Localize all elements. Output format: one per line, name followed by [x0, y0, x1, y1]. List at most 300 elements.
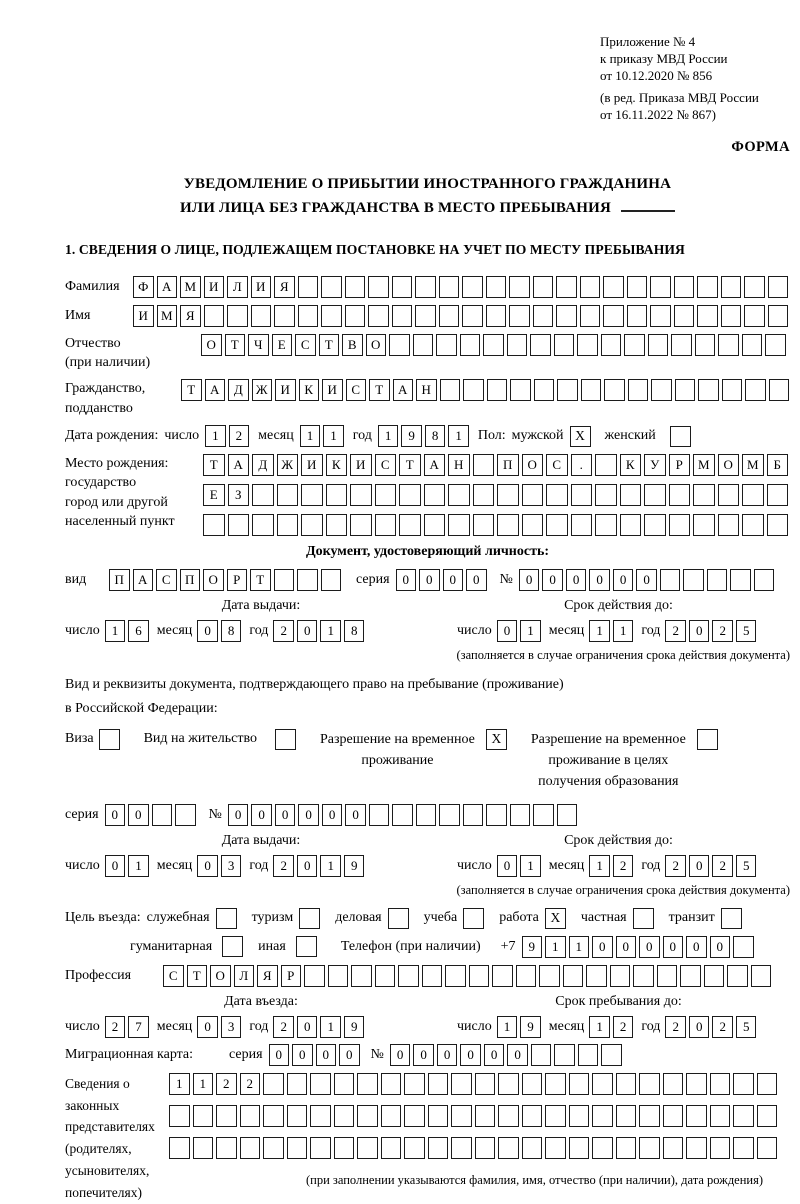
char-cell[interactable]	[545, 1137, 566, 1159]
char-cell[interactable]	[416, 804, 437, 826]
char-cell[interactable]	[263, 1137, 284, 1159]
char-cell[interactable]	[627, 276, 648, 298]
char-cell[interactable]: Р	[227, 569, 248, 591]
char-cell[interactable]	[304, 965, 325, 987]
private-checkbox[interactable]	[633, 908, 654, 929]
char-cell[interactable]	[357, 1073, 378, 1095]
char-cell[interactable]	[277, 514, 299, 536]
residence-permit-checkbox[interactable]	[275, 729, 296, 750]
char-cell[interactable]	[298, 305, 319, 327]
char-cell[interactable]	[581, 379, 602, 401]
char-cell[interactable]	[522, 1073, 543, 1095]
char-cell[interactable]: И	[251, 276, 272, 298]
char-cell[interactable]: 1	[105, 620, 126, 642]
char-cell[interactable]	[620, 484, 642, 506]
char-cell[interactable]	[345, 305, 366, 327]
char-cell[interactable]	[399, 514, 421, 536]
char-cell[interactable]: 2	[613, 1016, 634, 1038]
char-cell[interactable]	[603, 276, 624, 298]
char-cell[interactable]: 0	[105, 804, 126, 826]
char-cell[interactable]: И	[322, 379, 343, 401]
char-cell[interactable]	[462, 305, 483, 327]
char-cell[interactable]: 7	[128, 1016, 149, 1038]
char-cell[interactable]	[686, 1105, 707, 1127]
char-cell[interactable]: 0	[460, 1044, 481, 1066]
char-cell[interactable]: И	[133, 305, 154, 327]
visa-checkbox[interactable]	[99, 729, 120, 750]
char-cell[interactable]	[744, 305, 765, 327]
char-cell[interactable]	[510, 379, 531, 401]
char-cell[interactable]	[546, 484, 568, 506]
char-cell[interactable]: Д	[228, 379, 249, 401]
char-cell[interactable]	[742, 514, 764, 536]
char-cell[interactable]	[509, 276, 530, 298]
char-cell[interactable]	[533, 804, 554, 826]
char-cell[interactable]	[710, 1137, 731, 1159]
char-cell[interactable]: 2	[105, 1016, 126, 1038]
char-cell[interactable]: 0	[639, 936, 660, 958]
char-cell[interactable]	[404, 1105, 425, 1127]
char-cell[interactable]	[693, 514, 715, 536]
char-cell[interactable]	[522, 1137, 543, 1159]
char-cell[interactable]: 0	[197, 620, 218, 642]
char-cell[interactable]: Н	[416, 379, 437, 401]
char-cell[interactable]	[381, 1137, 402, 1159]
char-cell[interactable]: 8	[425, 425, 446, 447]
char-cell[interactable]	[578, 1044, 599, 1066]
char-cell[interactable]	[350, 484, 372, 506]
char-cell[interactable]: С	[546, 454, 568, 476]
char-cell[interactable]: 1	[520, 855, 541, 877]
female-checkbox[interactable]	[670, 426, 691, 447]
char-cell[interactable]	[603, 305, 624, 327]
char-cell[interactable]	[193, 1105, 214, 1127]
char-cell[interactable]	[428, 1137, 449, 1159]
char-cell[interactable]	[744, 276, 765, 298]
char-cell[interactable]	[483, 334, 504, 356]
char-cell[interactable]: 0	[228, 804, 249, 826]
char-cell[interactable]: 0	[275, 804, 296, 826]
char-cell[interactable]: 0	[297, 620, 318, 642]
char-cell[interactable]	[216, 1137, 237, 1159]
char-cell[interactable]: 0	[197, 855, 218, 877]
char-cell[interactable]: 1	[193, 1073, 214, 1095]
char-cell[interactable]	[522, 514, 544, 536]
char-cell[interactable]	[569, 1137, 590, 1159]
char-cell[interactable]: 2	[273, 620, 294, 642]
char-cell[interactable]: Т	[225, 334, 246, 356]
char-cell[interactable]	[415, 305, 436, 327]
char-cell[interactable]	[498, 1137, 519, 1159]
char-cell[interactable]	[539, 965, 560, 987]
char-cell[interactable]	[287, 1137, 308, 1159]
char-cell[interactable]	[175, 804, 196, 826]
char-cell[interactable]	[595, 454, 617, 476]
char-cell[interactable]	[415, 276, 436, 298]
char-cell[interactable]: Л	[227, 276, 248, 298]
char-cell[interactable]	[742, 334, 763, 356]
char-cell[interactable]: 0	[710, 936, 731, 958]
char-cell[interactable]: Т	[399, 454, 421, 476]
char-cell[interactable]: 2	[712, 1016, 733, 1038]
tourism-checkbox[interactable]	[299, 908, 320, 929]
char-cell[interactable]	[216, 1105, 237, 1127]
char-cell[interactable]	[586, 965, 607, 987]
char-cell[interactable]	[698, 379, 719, 401]
char-cell[interactable]: 0	[269, 1044, 290, 1066]
char-cell[interactable]: 1	[205, 425, 226, 447]
char-cell[interactable]	[227, 305, 248, 327]
char-cell[interactable]	[310, 1137, 331, 1159]
char-cell[interactable]: Я	[274, 276, 295, 298]
char-cell[interactable]	[644, 514, 666, 536]
char-cell[interactable]: 1	[300, 425, 321, 447]
char-cell[interactable]	[695, 334, 716, 356]
char-cell[interactable]	[693, 484, 715, 506]
char-cell[interactable]	[277, 484, 299, 506]
char-cell[interactable]: М	[693, 454, 715, 476]
char-cell[interactable]: С	[156, 569, 177, 591]
char-cell[interactable]	[392, 804, 413, 826]
char-cell[interactable]: Ж	[277, 454, 299, 476]
char-cell[interactable]: 0	[316, 1044, 337, 1066]
char-cell[interactable]	[475, 1073, 496, 1095]
char-cell[interactable]	[448, 484, 470, 506]
char-cell[interactable]	[463, 379, 484, 401]
char-cell[interactable]	[628, 379, 649, 401]
char-cell[interactable]	[534, 379, 555, 401]
char-cell[interactable]	[445, 965, 466, 987]
char-cell[interactable]	[497, 514, 519, 536]
char-cell[interactable]: И	[301, 454, 323, 476]
char-cell[interactable]	[671, 334, 692, 356]
char-cell[interactable]	[357, 1105, 378, 1127]
char-cell[interactable]: А	[205, 379, 226, 401]
char-cell[interactable]: С	[375, 454, 397, 476]
char-cell[interactable]: 0	[128, 804, 149, 826]
char-cell[interactable]	[571, 484, 593, 506]
char-cell[interactable]	[674, 276, 695, 298]
char-cell[interactable]	[252, 514, 274, 536]
char-cell[interactable]	[252, 484, 274, 506]
char-cell[interactable]	[334, 1073, 355, 1095]
char-cell[interactable]: С	[163, 965, 184, 987]
char-cell[interactable]: Ф	[133, 276, 154, 298]
char-cell[interactable]: 5	[736, 1016, 757, 1038]
char-cell[interactable]: 5	[736, 855, 757, 877]
char-cell[interactable]	[757, 1073, 778, 1095]
char-cell[interactable]: 0	[497, 620, 518, 642]
char-cell[interactable]: 0	[589, 569, 610, 591]
char-cell[interactable]	[375, 965, 396, 987]
char-cell[interactable]	[765, 334, 786, 356]
char-cell[interactable]: 2	[665, 1016, 686, 1038]
char-cell[interactable]: 0	[437, 1044, 458, 1066]
char-cell[interactable]: Е	[272, 334, 293, 356]
char-cell[interactable]	[297, 569, 318, 591]
char-cell[interactable]: Т	[181, 379, 202, 401]
char-cell[interactable]	[592, 1105, 613, 1127]
char-cell[interactable]	[310, 1073, 331, 1095]
char-cell[interactable]	[404, 1073, 425, 1095]
char-cell[interactable]: 0	[613, 569, 634, 591]
char-cell[interactable]	[287, 1105, 308, 1127]
char-cell[interactable]: 8	[221, 620, 242, 642]
char-cell[interactable]: 0	[419, 569, 440, 591]
char-cell[interactable]: 0	[663, 936, 684, 958]
char-cell[interactable]: 2	[240, 1073, 261, 1095]
char-cell[interactable]: П	[109, 569, 130, 591]
char-cell[interactable]	[301, 484, 323, 506]
char-cell[interactable]	[674, 305, 695, 327]
char-cell[interactable]	[757, 1137, 778, 1159]
char-cell[interactable]	[451, 1073, 472, 1095]
char-cell[interactable]: К	[326, 454, 348, 476]
char-cell[interactable]	[639, 1105, 660, 1127]
char-cell[interactable]	[556, 276, 577, 298]
char-cell[interactable]	[204, 305, 225, 327]
char-cell[interactable]: 0	[251, 804, 272, 826]
char-cell[interactable]: С	[346, 379, 367, 401]
char-cell[interactable]	[392, 276, 413, 298]
char-cell[interactable]: 0	[686, 936, 707, 958]
char-cell[interactable]	[545, 1073, 566, 1095]
char-cell[interactable]	[298, 276, 319, 298]
char-cell[interactable]	[321, 569, 342, 591]
char-cell[interactable]	[650, 276, 671, 298]
char-cell[interactable]	[721, 305, 742, 327]
char-cell[interactable]	[533, 305, 554, 327]
char-cell[interactable]	[751, 965, 772, 987]
char-cell[interactable]: Л	[234, 965, 255, 987]
char-cell[interactable]: 0	[345, 804, 366, 826]
char-cell[interactable]: 1	[520, 620, 541, 642]
study-checkbox[interactable]	[463, 908, 484, 929]
char-cell[interactable]	[326, 514, 348, 536]
char-cell[interactable]	[604, 379, 625, 401]
char-cell[interactable]: 9	[401, 425, 422, 447]
char-cell[interactable]	[321, 276, 342, 298]
male-checkbox[interactable]: X	[570, 426, 591, 447]
char-cell[interactable]	[451, 1105, 472, 1127]
char-cell[interactable]: 1	[320, 855, 341, 877]
char-cell[interactable]	[627, 305, 648, 327]
char-cell[interactable]: Т	[369, 379, 390, 401]
char-cell[interactable]	[351, 965, 372, 987]
char-cell[interactable]: Ж	[252, 379, 273, 401]
char-cell[interactable]	[563, 965, 584, 987]
work-checkbox[interactable]: X	[545, 908, 566, 929]
char-cell[interactable]	[203, 514, 225, 536]
char-cell[interactable]: М	[157, 305, 178, 327]
char-cell[interactable]	[733, 936, 754, 958]
char-cell[interactable]	[487, 379, 508, 401]
char-cell[interactable]: 0	[542, 569, 563, 591]
char-cell[interactable]	[398, 965, 419, 987]
char-cell[interactable]: 2	[665, 855, 686, 877]
char-cell[interactable]: 2	[712, 620, 733, 642]
char-cell[interactable]: Ч	[248, 334, 269, 356]
char-cell[interactable]	[392, 305, 413, 327]
char-cell[interactable]	[727, 965, 748, 987]
char-cell[interactable]: 0	[322, 804, 343, 826]
char-cell[interactable]: Т	[250, 569, 271, 591]
char-cell[interactable]	[492, 965, 513, 987]
char-cell[interactable]	[422, 965, 443, 987]
char-cell[interactable]	[554, 334, 575, 356]
char-cell[interactable]: 8	[344, 620, 365, 642]
char-cell[interactable]: П	[497, 454, 519, 476]
char-cell[interactable]: 0	[689, 1016, 710, 1038]
char-cell[interactable]: Я	[180, 305, 201, 327]
char-cell[interactable]: 2	[613, 855, 634, 877]
char-cell[interactable]: 2	[712, 855, 733, 877]
char-cell[interactable]	[610, 965, 631, 987]
char-cell[interactable]	[321, 305, 342, 327]
char-cell[interactable]	[697, 305, 718, 327]
char-cell[interactable]: 2	[273, 1016, 294, 1038]
char-cell[interactable]	[620, 514, 642, 536]
char-cell[interactable]	[569, 1073, 590, 1095]
char-cell[interactable]: А	[133, 569, 154, 591]
char-cell[interactable]: Я	[257, 965, 278, 987]
char-cell[interactable]	[428, 1105, 449, 1127]
char-cell[interactable]	[769, 379, 790, 401]
char-cell[interactable]	[730, 569, 751, 591]
char-cell[interactable]	[557, 379, 578, 401]
char-cell[interactable]	[439, 276, 460, 298]
char-cell[interactable]	[616, 1137, 637, 1159]
char-cell[interactable]	[424, 514, 446, 536]
char-cell[interactable]: 9	[344, 1016, 365, 1038]
char-cell[interactable]	[718, 334, 739, 356]
char-cell[interactable]: 0	[689, 855, 710, 877]
char-cell[interactable]: 9	[344, 855, 365, 877]
char-cell[interactable]	[683, 569, 704, 591]
char-cell[interactable]	[651, 379, 672, 401]
char-cell[interactable]	[368, 276, 389, 298]
char-cell[interactable]	[274, 305, 295, 327]
char-cell[interactable]: .	[571, 454, 593, 476]
char-cell[interactable]	[375, 484, 397, 506]
char-cell[interactable]: 0	[484, 1044, 505, 1066]
char-cell[interactable]: 9	[522, 936, 543, 958]
char-cell[interactable]	[310, 1105, 331, 1127]
business-checkbox[interactable]	[388, 908, 409, 929]
char-cell[interactable]	[404, 1137, 425, 1159]
char-cell[interactable]: 1	[448, 425, 469, 447]
char-cell[interactable]	[301, 514, 323, 536]
char-cell[interactable]	[733, 1073, 754, 1095]
other-checkbox[interactable]	[296, 936, 317, 957]
char-cell[interactable]: 1	[589, 855, 610, 877]
char-cell[interactable]	[757, 1105, 778, 1127]
char-cell[interactable]	[592, 1073, 613, 1095]
char-cell[interactable]	[686, 1073, 707, 1095]
char-cell[interactable]: 2	[229, 425, 250, 447]
char-cell[interactable]	[473, 484, 495, 506]
char-cell[interactable]	[767, 484, 789, 506]
char-cell[interactable]	[439, 804, 460, 826]
char-cell[interactable]: И	[275, 379, 296, 401]
char-cell[interactable]: 0	[298, 804, 319, 826]
char-cell[interactable]: 0	[339, 1044, 360, 1066]
char-cell[interactable]	[722, 379, 743, 401]
char-cell[interactable]	[742, 484, 764, 506]
char-cell[interactable]: 0	[390, 1044, 411, 1066]
char-cell[interactable]	[287, 1073, 308, 1095]
char-cell[interactable]: Р	[669, 454, 691, 476]
char-cell[interactable]: А	[393, 379, 414, 401]
char-cell[interactable]: М	[180, 276, 201, 298]
char-cell[interactable]	[475, 1137, 496, 1159]
char-cell[interactable]: З	[228, 484, 250, 506]
char-cell[interactable]	[169, 1105, 190, 1127]
char-cell[interactable]	[556, 305, 577, 327]
char-cell[interactable]	[571, 514, 593, 536]
char-cell[interactable]: Т	[319, 334, 340, 356]
char-cell[interactable]	[633, 965, 654, 987]
char-cell[interactable]	[545, 1105, 566, 1127]
char-cell[interactable]	[451, 1137, 472, 1159]
char-cell[interactable]	[475, 1105, 496, 1127]
char-cell[interactable]: 3	[221, 1016, 242, 1038]
char-cell[interactable]	[580, 276, 601, 298]
char-cell[interactable]	[657, 965, 678, 987]
char-cell[interactable]	[357, 1137, 378, 1159]
char-cell[interactable]	[663, 1105, 684, 1127]
char-cell[interactable]	[326, 484, 348, 506]
char-cell[interactable]: 0	[616, 936, 637, 958]
char-cell[interactable]	[169, 1137, 190, 1159]
char-cell[interactable]: 1	[378, 425, 399, 447]
char-cell[interactable]	[745, 379, 766, 401]
char-cell[interactable]	[486, 305, 507, 327]
char-cell[interactable]: 0	[443, 569, 464, 591]
char-cell[interactable]	[650, 305, 671, 327]
char-cell[interactable]	[516, 965, 537, 987]
official-checkbox[interactable]	[216, 908, 237, 929]
char-cell[interactable]	[595, 514, 617, 536]
char-cell[interactable]	[733, 1105, 754, 1127]
transit-checkbox[interactable]	[721, 908, 742, 929]
char-cell[interactable]	[486, 276, 507, 298]
char-cell[interactable]	[718, 514, 740, 536]
char-cell[interactable]	[704, 965, 725, 987]
char-cell[interactable]	[557, 804, 578, 826]
char-cell[interactable]	[473, 454, 495, 476]
char-cell[interactable]	[669, 514, 691, 536]
char-cell[interactable]	[595, 484, 617, 506]
char-cell[interactable]: И	[350, 454, 372, 476]
char-cell[interactable]	[436, 334, 457, 356]
char-cell[interactable]: 1	[589, 1016, 610, 1038]
char-cell[interactable]	[577, 334, 598, 356]
char-cell[interactable]: 0	[297, 855, 318, 877]
char-cell[interactable]	[768, 305, 789, 327]
char-cell[interactable]: 0	[689, 620, 710, 642]
char-cell[interactable]: 3	[221, 855, 242, 877]
char-cell[interactable]: 0	[566, 569, 587, 591]
char-cell[interactable]	[522, 484, 544, 506]
char-cell[interactable]: 0	[197, 1016, 218, 1038]
char-cell[interactable]	[439, 305, 460, 327]
char-cell[interactable]	[381, 1105, 402, 1127]
char-cell[interactable]: 1	[613, 620, 634, 642]
char-cell[interactable]	[569, 1105, 590, 1127]
char-cell[interactable]	[601, 334, 622, 356]
char-cell[interactable]: 0	[292, 1044, 313, 1066]
